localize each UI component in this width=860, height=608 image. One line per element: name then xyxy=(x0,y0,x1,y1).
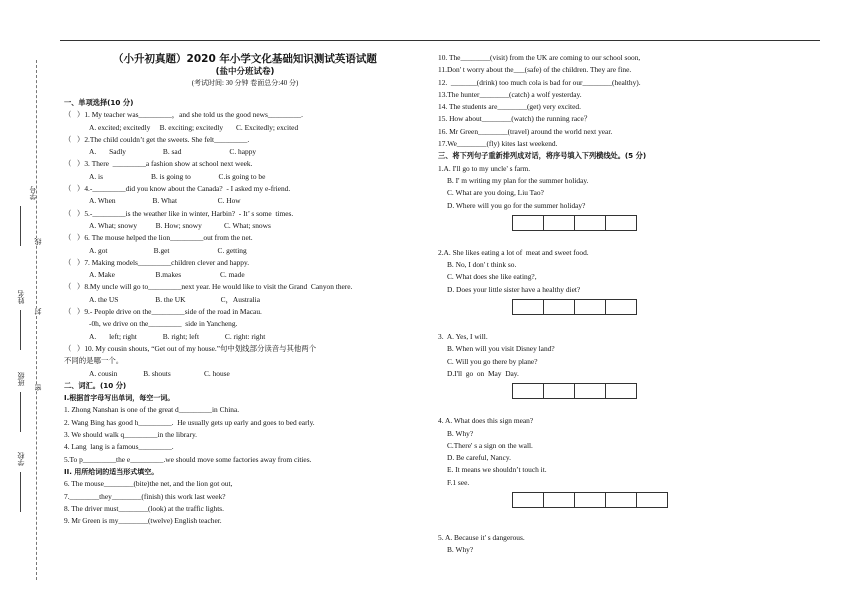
section3-heading: 三、将下列句子重新排列成对话，将序号填入下列横线处。(5 分) xyxy=(438,151,647,161)
fill-item: 7.________they________(finish) this work last week? xyxy=(64,491,226,501)
fill-line-school xyxy=(20,472,22,512)
dialogue-line: C.There' s a sign on the wall. xyxy=(447,440,533,450)
question-text: （ ）1. My teacher was_________，and she told us the good news_________. xyxy=(64,110,303,120)
section2-part1-heading: I.根据首字母写出单词，每空一词。 xyxy=(64,394,175,403)
section2-part1-items xyxy=(64,404,426,465)
fill-item: 10. The________(visit) from the UK are coming to our school soon, xyxy=(438,53,641,62)
fill-item: 12. _______(drink) too much cola is bad for our________(healthy). xyxy=(438,77,641,87)
right-column xyxy=(438,52,838,557)
question-options: A. cousin B. shouts C. house xyxy=(89,368,230,378)
fill-item: 3. We should walk q_________in the library. xyxy=(64,430,198,440)
question-options: A. is B. is going to C.is going to be xyxy=(89,171,266,181)
dialogue-line: B. I' m writing my plan for the summer holiday. xyxy=(447,175,589,185)
question-options: A. left; right B. right; left C. right: right xyxy=(89,331,266,341)
fill-item: 13.The hunter________(catch) a wolf yesterday. xyxy=(438,89,582,99)
answer-boxes xyxy=(513,492,838,508)
label-seal-mark: 封 xyxy=(34,308,42,315)
fill-item: 9. Mr Green is my________(twelve) English teacher. xyxy=(64,516,222,526)
exam-subtitle: (盐中分班试卷) xyxy=(215,67,275,77)
dialogue-line: 3. A. Yes, I will. xyxy=(438,332,488,342)
dialogue-line: B. No, I don' t think so. xyxy=(447,260,517,270)
question-text-continued: 不同的是哪一个。 xyxy=(64,356,124,366)
answer-box[interactable] xyxy=(574,299,606,315)
question-options: A. got B.get C. getting xyxy=(89,245,247,255)
answer-boxes xyxy=(513,215,838,231)
spacer xyxy=(438,405,838,415)
fill-item: 6. The mouse________(bite)the net, and the lion got out, xyxy=(64,479,233,489)
dialogue-line: 2.A. She likes eating a lot of meat and sweet food. xyxy=(438,247,589,257)
section1-heading: 一、单项选择(10 分) xyxy=(64,98,134,107)
question-options: -0h, we drive on the_________ side in Yancheng. xyxy=(89,319,238,329)
question-options: A. Make B.makes C. made xyxy=(89,270,245,280)
answer-box[interactable] xyxy=(512,383,544,399)
fill-item: 8. The driver must________(look) at the traffic lights. xyxy=(64,503,225,513)
label-student-id: 学号 xyxy=(29,186,37,200)
fill-item: 4. Lang lang is a famous_________. xyxy=(64,442,174,452)
answer-box[interactable] xyxy=(512,215,544,231)
question-options: A. What; snowy B. How; snowy C. What; snows xyxy=(89,220,271,230)
dialogue-line: D. Does your little sister have a healthy diet? xyxy=(447,284,581,294)
fill-item: 11.Don' t worry about the___(safe) of the children. They are fine. xyxy=(438,65,632,75)
answer-box[interactable] xyxy=(605,299,637,315)
label-name: 姓名 xyxy=(17,290,25,304)
question-text: （ ）8.My uncle will go to_________next year. He would like to visit the Grand Canyon there. xyxy=(64,282,353,292)
answer-box[interactable] xyxy=(605,492,637,508)
binding-margin xyxy=(0,0,60,608)
top-rule xyxy=(60,40,820,41)
dialogue-line: C. What does she like eating?, xyxy=(447,272,537,282)
answer-box[interactable] xyxy=(605,383,637,399)
dialogue-line: F.1 see. xyxy=(447,477,470,487)
fill-item: 1. Zhong Nanshan is one of the great d_________in China. xyxy=(64,405,240,415)
question-text: （ ）9.- People drive on the_________side of the road in Macau. xyxy=(64,307,262,317)
question-text: （ ）6. The mouse helped the lion_________out from the net. xyxy=(64,233,253,243)
question-options: A. the US B. the UK C，Australia xyxy=(89,294,261,304)
label-class: 班级 xyxy=(17,372,25,386)
question-text: （ ）10. My cousin shouts, “Get out of my house.”句中划线部分读音与其他两个 xyxy=(64,343,317,353)
answer-box[interactable] xyxy=(574,215,606,231)
dialogue-line: C. What are you doing, Liu Tao? xyxy=(447,188,544,198)
answer-box[interactable] xyxy=(543,383,575,399)
fill-item: 14. The students are________(get) very excited. xyxy=(438,102,581,112)
fill-item: 17.We________(fly) kites last weekend. xyxy=(438,139,558,149)
question-text: （ ）2.The child couldn’t get the sweets. She felt_________. xyxy=(64,134,250,144)
section2-part2-items-left xyxy=(64,478,426,527)
fill-item: 15. How about________(watch) the running race？ xyxy=(438,114,592,124)
question-text: （ ）3. There _________a fashion show at school next week. xyxy=(64,159,253,169)
cut-line xyxy=(36,60,37,580)
fill-item: 5.To p_________the e_________.we should move some factories away from cities. xyxy=(64,454,312,464)
answer-box[interactable] xyxy=(512,492,544,508)
question-options: A. Sadly B. sad C. happy xyxy=(89,147,257,157)
fill-item: 16. Mr Green________(travel) around the world next year. xyxy=(438,126,613,136)
label-line-mark: 线 xyxy=(34,238,42,245)
left-column xyxy=(64,52,426,527)
fill-line-name xyxy=(20,310,22,350)
label-secret-mark: 密 xyxy=(34,384,42,391)
fill-line-student-id xyxy=(20,206,22,246)
answer-box[interactable] xyxy=(636,492,668,508)
dialogue-line: C. Will you go there by plane? xyxy=(447,356,538,366)
dialogue-line: B. Why? xyxy=(447,428,474,438)
section2-heading: 二、词汇。(10 分) xyxy=(64,380,127,390)
exam-title: （小升初真题）2020 年小学文化基础知识测试英语试题 xyxy=(113,53,377,65)
dialogue-line: B. When will you visit Disney land? xyxy=(447,344,555,354)
fill-item: 2. Wang Bing has good h_________. He usually gets up early and goes to bed early. xyxy=(64,417,315,427)
answer-boxes xyxy=(513,383,838,399)
dialogue-line: D. Where will you go for the summer holiday? xyxy=(447,200,586,210)
exam-meta: (考试时间: 30 分钟 卷面总分:40 分) xyxy=(191,79,299,87)
dialogue-line: D.I'll go on May Day. xyxy=(447,368,519,378)
answer-boxes xyxy=(513,299,838,315)
spacer xyxy=(438,321,838,331)
section2-part2-items-right xyxy=(438,52,838,150)
answer-box[interactable] xyxy=(512,299,544,315)
answer-box[interactable] xyxy=(574,383,606,399)
section1-questions xyxy=(64,109,426,380)
answer-box[interactable] xyxy=(543,492,575,508)
dialogue-line: E. It means we shouldn’t touch it. xyxy=(447,465,547,475)
section3-groups xyxy=(438,163,838,557)
fill-line-class xyxy=(20,392,22,432)
dialogue-line: B. Why? xyxy=(447,545,474,555)
section2-part2-heading: II. 用所给词的适当形式填空。 xyxy=(64,467,159,476)
spacer xyxy=(438,237,838,247)
question-options: A. excited; excitedly B. exciting; excitedly C. Excitedly; excited xyxy=(89,122,299,132)
dialogue-line: 5. A. Because it' s dangerous. xyxy=(438,533,525,543)
label-school: 学校 xyxy=(17,452,25,466)
answer-box[interactable] xyxy=(543,215,575,231)
dialogue-line: D. Be careful, Nancy. xyxy=(447,453,511,463)
spacer xyxy=(438,514,838,532)
answer-box[interactable] xyxy=(605,215,637,231)
answer-box[interactable] xyxy=(543,299,575,315)
answer-box[interactable] xyxy=(574,492,606,508)
dialogue-line: 1.A. I'll go to my uncle' s farm. xyxy=(438,163,531,173)
question-options: A. When B. What C. How xyxy=(89,196,241,206)
question-text: （ ）7. Making models_________children clever and happy. xyxy=(64,257,250,267)
dialogue-line: 4. A. What does this sign mean? xyxy=(438,416,534,426)
question-text: （ ）5.-_________is the weather like in winter, Harbin? - It’ s some times. xyxy=(64,208,294,218)
question-text: （ ）4.-_________did you know about the Canada? - I asked my e-friend. xyxy=(64,184,291,194)
